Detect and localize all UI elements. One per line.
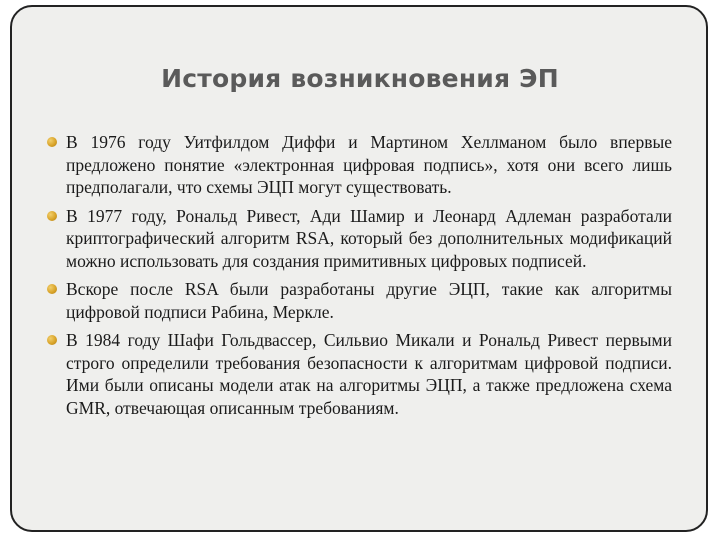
bullet-item bbox=[66, 278, 672, 323]
bullet-item bbox=[66, 205, 672, 273]
bullet-text: В 1976 году Уитфилдом Диффи и Мартином Хеллманом было впервые предложено понятие «электронная цифровая подпись», хотя они всего лишь предполагали, что схемы ЭЦП могут существовать. bbox=[66, 132, 672, 197]
bullet-text: В 1977 году, Рональд Ривест, Ади Шамир и Леонард Адлеман разработали криптографический алгоритм RSA, который без дополнительных модификаций можно использовать для создания примитивных цифровых подписей. bbox=[66, 205, 672, 271]
bullet-dot-icon bbox=[47, 211, 57, 221]
slide-title: История возникновения ЭП bbox=[161, 64, 559, 93]
bullet-dot-icon bbox=[47, 284, 57, 294]
bullet-item bbox=[66, 131, 672, 199]
bullet-list bbox=[66, 131, 672, 425]
bullet-item bbox=[66, 329, 672, 419]
bullet-text: Вскоре после RSA были разработаны другие ЭЦП, такие как алгоритмы цифровой подписи Рабина, Меркле. bbox=[66, 279, 672, 322]
bullet-dot-icon bbox=[47, 137, 57, 147]
bullet-text: В 1984 году Шафи Гольдвассер, Сильвио Микали и Рональд Ривест первыми строго определили требования безопасности к алгоритмам цифровой подписи. Ими были описаны модели атак на алгоритмы ЭЦП, а также предложена схема GMR, отвечающая описанным требованиям. bbox=[66, 330, 672, 418]
bullet-dot-icon bbox=[47, 335, 57, 345]
